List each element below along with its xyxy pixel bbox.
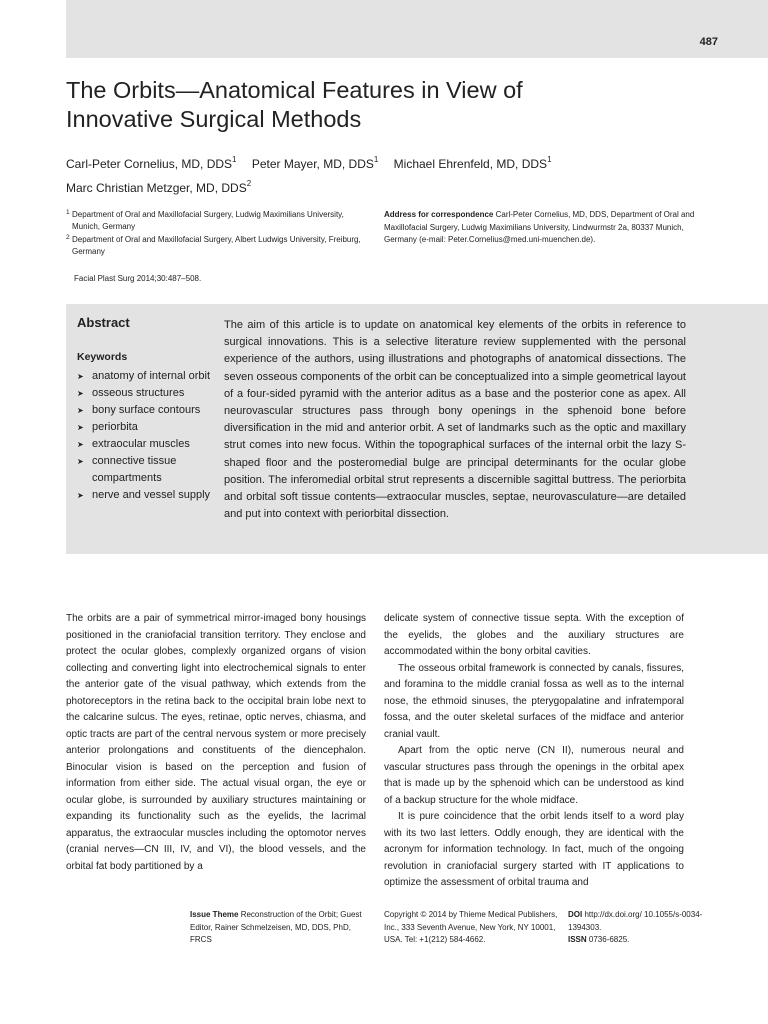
keyword-item <box>77 368 212 385</box>
journal-citation: Facial Plast Surg 2014;30:487–508. <box>74 274 202 283</box>
body-paragraph: Apart from the optic nerve (CN II), numerous neural and vascular structures pass through the openings in the orbital apex that is made up by the sphenoid which can be understood as kind of a backup structure for the whole midface. <box>384 745 684 806</box>
keywords-heading: Keywords <box>77 351 128 363</box>
title-line-2: Innovative Surgical Methods <box>66 106 362 132</box>
abstract-box <box>66 304 768 554</box>
author-name: Michael Ehrenfeld, MD, DDS <box>393 157 548 171</box>
issn-label: ISSN <box>568 935 587 944</box>
keyword-item <box>77 453 212 487</box>
header-band <box>66 0 768 58</box>
author-name: Peter Mayer, MD, DDS <box>251 157 374 171</box>
doi-link[interactable]: http://dx.doi.org/ 10.1055/s-0034-1394303. <box>568 910 703 932</box>
body-column-right <box>384 611 684 892</box>
arrow-bullet-icon: ➤ <box>77 491 84 500</box>
arrow-bullet-icon: ➤ <box>77 457 84 466</box>
arrow-bullet-icon: ➤ <box>77 372 84 381</box>
keyword-text: nerve and vessel supply <box>92 489 211 501</box>
abstract-text: The aim of this article is to update on anatomical key elements of the orbits in reference to surgical innovations. This is a selective literature review supplemented with the personal experience of the authors, using illustrations and photographs of anatomical dissections. The seven osseous components of the orbit can be conceptualized into a simple geometrical layout of a four-sided pyramid with the anterior aditus as a base and the posterior cone as apex. All neurovascular structures pass through bony openings in the sphenoid bone before diversification in the mid and anterior orbit. A set of landmarks such as the optic and maxillary strut comes into new focus. Within the topographical surfaces of the internal orbit the lazy S-shaped floor and the posteromedial bulge are principal determinants for the ocular globe position. The inferomedial orbital strut represents a discernible sagittal buttress. The periorbita and orbital soft tissue contents—extraocular muscles, septae, neurovasculature—are detailed and put into context with periorbital dissection. <box>224 319 686 521</box>
keyword-item <box>77 419 212 436</box>
keywords-list <box>77 368 212 504</box>
author-list <box>66 150 706 198</box>
author-1 <box>66 157 237 171</box>
keyword-item <box>77 385 212 402</box>
abstract-heading: Abstract <box>77 315 130 330</box>
article-title <box>66 76 706 134</box>
author-affil-mark: 1 <box>232 155 237 164</box>
affiliation-text: Department of Oral and Maxillofacial Surgery, Ludwig Maximilians University, Munich, Germany <box>72 210 344 231</box>
arrow-bullet-icon: ➤ <box>77 389 84 398</box>
correspondence-label: Address for correspondence <box>384 210 494 219</box>
keyword-text: connective tissue compartments <box>92 455 177 484</box>
copyright-notice: Copyright © 2014 by Thieme Medical Publishers, Inc., 333 Seventh Avenue, New York, NY 10001, USA. Tel: +1(212) 584-4662. <box>384 910 558 944</box>
affiliation-1 <box>66 209 366 233</box>
doi-issn-block <box>568 909 718 947</box>
keyword-text: extraocular muscles <box>92 438 190 450</box>
arrow-bullet-icon: ➤ <box>77 423 84 432</box>
arrow-bullet-icon: ➤ <box>77 440 84 449</box>
correspondence-address <box>384 209 702 247</box>
affiliation-2 <box>66 234 366 258</box>
issue-theme-text: Reconstruction of the Orbit; Guest Editor, Rainer Schmelzeisen, MD, DDS, PhD, FRCS <box>190 910 362 944</box>
body-paragraph: The osseous orbital framework is connected by canals, fissures, and foramina to the middle cranial fossa as well as to the internal nose, the ethmoid sinuses, the pterygopalatine and infratemporal fossa, and the outer skeletal surfaces of the midface and anterior cranial vault. <box>384 662 684 740</box>
keyword-text: bony surface contours <box>92 404 201 416</box>
body-paragraph: delicate system of connective tissue septa. With the exception of the eyelids, the globes and the auxiliary structures are accommodated within the bony orbital cavities. <box>384 613 684 657</box>
issn-value: 0736-6825. <box>586 935 630 944</box>
author-affil-mark: 1 <box>547 155 552 164</box>
issue-theme <box>190 909 372 947</box>
author-name: Marc Christian Metzger, MD, DDS <box>66 181 247 195</box>
body-paragraph: It is pure coincidence that the orbit lends itself to a word play with its two last letters. Oddly enough, they are identical with the acronym for information technology. In fact, much of the ongoing revolution in craniofacial surgery started with IT applications to optimize the assessment of orbital trauma and <box>384 811 684 888</box>
page-number: 487 <box>699 36 718 48</box>
keyword-text: osseous structures <box>92 387 185 399</box>
arrow-bullet-icon: ➤ <box>77 406 84 415</box>
affiliation-number: 1 <box>66 209 70 216</box>
issue-theme-label: Issue Theme <box>190 910 239 919</box>
title-line-1: The Orbits—Anatomical Features in View of <box>66 77 523 103</box>
keyword-text: anatomy of internal orbit <box>92 370 211 382</box>
keyword-item <box>77 436 212 453</box>
author-4 <box>66 181 251 195</box>
affiliation-number: 2 <box>66 234 70 241</box>
body-paragraph: The orbits are a pair of symmetrical mirror-imaged bony housings positioned in the craniofacial transition territory. They enclose and protect the ocular globes, complexly organized organs of vision collecting and converting light into electrochemical signals to enter the anterior gate of the visual pathway, which extends from the photoreceptors in the retina back to the occipital brain lobe next to the calcarine sulcus. The eyes, retinae, optic nerves, chiasma, and optic tracts are part of the central nervous system or more precisely anterior prolongations and constituents of the diencephalon. Binocular vision is based on the perception and fusion of information from either side. The actual visual organ, the eye or ocular globe, is surrounded by auxiliary structures maintaining or expanding its functionality such as the eyelids, the lacrimal apparatus, the extraocular muscles including the optomotor nerves (cranial nerves—CN III, IV, and VI), the blood vessels, and the orbital fat body partitioned by a <box>66 613 366 872</box>
author-2 <box>252 157 378 171</box>
body-column-left <box>66 611 366 875</box>
affiliation-text: Department of Oral and Maxillofacial Surgery, Albert Ludwigs University, Freiburg, Germany <box>72 235 361 256</box>
author-name: Carl-Peter Cornelius, MD, DDS <box>66 157 233 171</box>
author-3 <box>394 157 552 171</box>
correspondence-text: Carl-Peter Cornelius, MD, DDS, Department of Oral and Maxillofacial Surgery, Ludwig Maximilians University, Lindwurmstr 2a, 80337 Munich, Germany (e-mail: Peter.Cornelius@med.uni-muenchen.de). <box>384 210 695 244</box>
author-affil-mark: 2 <box>246 179 252 188</box>
author-affil-mark: 1 <box>373 155 379 164</box>
keyword-item <box>77 487 212 504</box>
keyword-text: periorbita <box>92 421 138 433</box>
doi-label: DOI <box>568 910 583 919</box>
keyword-item <box>77 402 212 419</box>
affiliations <box>66 209 366 259</box>
